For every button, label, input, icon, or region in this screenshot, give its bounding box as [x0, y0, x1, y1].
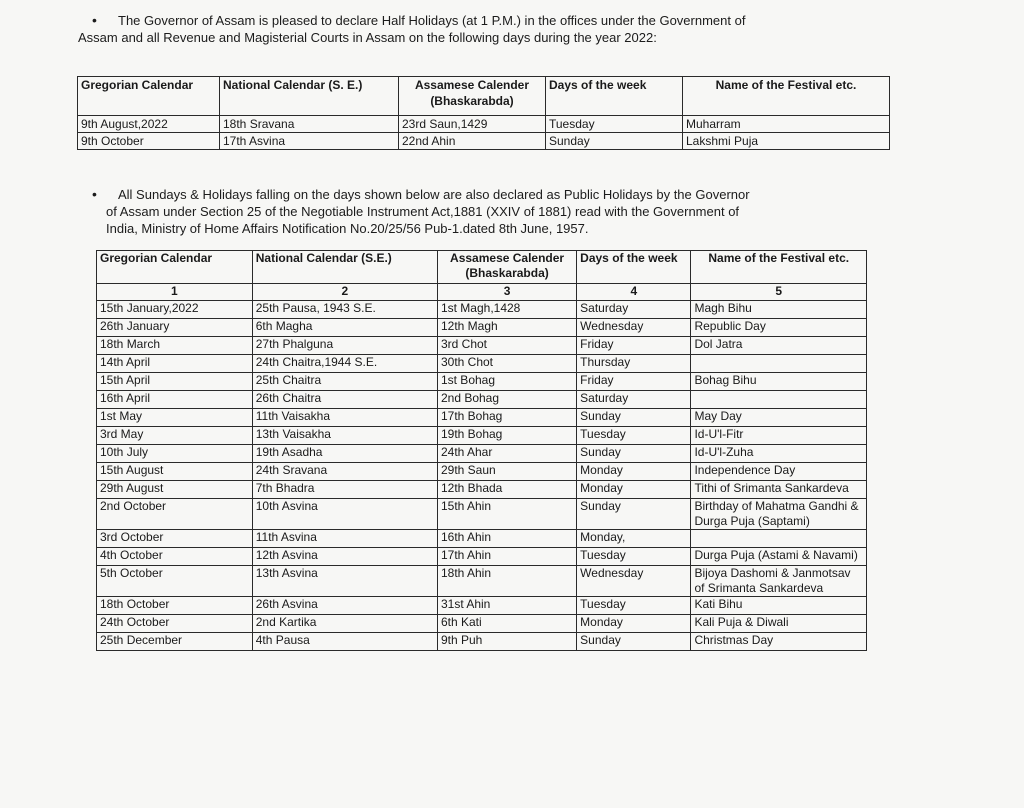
cell: 13th Vaisakha	[252, 427, 437, 445]
cell: 15th April	[97, 373, 253, 391]
header-gregorian: Gregorian Calendar	[78, 77, 220, 116]
table-row	[97, 391, 867, 409]
paragraph-line: All Sundays & Holidays falling on the days shown below are also declared as Public Holidays by the Governor	[118, 187, 750, 202]
cell: 27th Phalguna	[252, 337, 437, 355]
cell: Independence Day	[691, 463, 867, 481]
cell: 1st Bohag	[437, 373, 576, 391]
cell: 24th Ahar	[437, 445, 576, 463]
table-row	[97, 409, 867, 427]
cell: 18th Ahin	[437, 566, 576, 597]
header-festival: Name of the Festival etc.	[683, 77, 890, 116]
cell	[691, 391, 867, 409]
table-row	[97, 427, 867, 445]
table-row	[97, 301, 867, 319]
cell: Tuesday	[546, 116, 683, 133]
cell: 26th Asvina	[252, 597, 437, 615]
cell: Friday	[577, 373, 691, 391]
cell: 15th August	[97, 463, 253, 481]
cell: 12th Bhada	[437, 481, 576, 499]
column-number: 4	[577, 284, 691, 301]
cell: Lakshmi Puja	[683, 133, 890, 150]
cell: Kati Bihu	[691, 597, 867, 615]
cell: 7th Bhadra	[252, 481, 437, 499]
table-body	[97, 301, 867, 651]
cell	[691, 355, 867, 373]
cell: Muharram	[683, 116, 890, 133]
cell: Sunday	[577, 409, 691, 427]
cell: May Day	[691, 409, 867, 427]
cell: 2nd Kartika	[252, 615, 437, 633]
header-assamese: Assamese Calender (Bhaskarabda)	[437, 251, 576, 284]
bullet-icon: •	[92, 186, 97, 202]
cell: 15th Ahin	[437, 499, 576, 530]
header-national: National Calendar (S.E.)	[252, 251, 437, 284]
cell: 22nd Ahin	[399, 133, 546, 150]
cell: 26th Chaitra	[252, 391, 437, 409]
cell: 14th April	[97, 355, 253, 373]
cell: Sunday	[577, 445, 691, 463]
cell: 6th Magha	[252, 319, 437, 337]
cell: Bohag Bihu	[691, 373, 867, 391]
cell: 18th Sravana	[220, 116, 399, 133]
cell: 11th Asvina	[252, 530, 437, 548]
cell: Monday	[577, 481, 691, 499]
cell: 1st Magh,1428	[437, 301, 576, 319]
cell: Sunday	[546, 133, 683, 150]
cell: 2nd Bohag	[437, 391, 576, 409]
cell: Bijoya Dashomi & Janmotsav of Srimanta Sankardeva	[691, 566, 867, 597]
cell: Kali Puja & Diwali	[691, 615, 867, 633]
cell: Sunday	[577, 633, 691, 651]
bullet-icon: •	[92, 12, 97, 28]
table-header-row	[97, 251, 867, 284]
cell: 11th Vaisakha	[252, 409, 437, 427]
cell: 18th March	[97, 337, 253, 355]
cell: Sunday	[577, 499, 691, 530]
cell: 9th Puh	[437, 633, 576, 651]
cell: 24th Sravana	[252, 463, 437, 481]
cell: 17th Bohag	[437, 409, 576, 427]
cell: Wednesday	[577, 319, 691, 337]
cell: 2nd October	[97, 499, 253, 530]
cell: Friday	[577, 337, 691, 355]
header-day: Days of the week	[577, 251, 691, 284]
table-row	[97, 337, 867, 355]
header-national: National Calendar (S. E.)	[220, 77, 399, 116]
cell: 3rd October	[97, 530, 253, 548]
column-number-row	[97, 284, 867, 301]
cell: 26th January	[97, 319, 253, 337]
cell: Tuesday	[577, 548, 691, 566]
table-row	[78, 116, 890, 133]
paragraph-line: The Governor of Assam is pleased to declare Half Holidays (at 1 P.M.) in the offices under the Government of	[118, 13, 746, 28]
cell: Id-U'l-Fitr	[691, 427, 867, 445]
table-row	[97, 319, 867, 337]
cell: Durga Puja (Astami & Navami)	[691, 548, 867, 566]
cell: Magh Bihu	[691, 301, 867, 319]
public-holiday-paragraph	[92, 186, 908, 237]
cell: Monday,	[577, 530, 691, 548]
column-number: 3	[437, 284, 576, 301]
cell: Thursday	[577, 355, 691, 373]
table-row	[97, 445, 867, 463]
cell: 4th October	[97, 548, 253, 566]
cell: Id-U'l-Zuha	[691, 445, 867, 463]
cell: 25th Pausa, 1943 S.E.	[252, 301, 437, 319]
cell: 25th December	[97, 633, 253, 651]
table-row	[97, 597, 867, 615]
cell: 24th October	[97, 615, 253, 633]
paragraph-line: Assam and all Revenue and Magisterial Courts in Assam on the following days during the year 2022:	[78, 30, 657, 45]
cell: Tithi of Srimanta Sankardeva	[691, 481, 867, 499]
cell: 9th October	[78, 133, 220, 150]
cell: Birthday of Mahatma Gandhi & Durga Puja (Saptami)	[691, 499, 867, 530]
cell: 1st May	[97, 409, 253, 427]
table-row	[97, 566, 867, 597]
table-row	[97, 548, 867, 566]
cell: Wednesday	[577, 566, 691, 597]
table-row	[97, 355, 867, 373]
cell: 3rd Chot	[437, 337, 576, 355]
cell: 10th Asvina	[252, 499, 437, 530]
cell: 3rd May	[97, 427, 253, 445]
cell: 16th Ahin	[437, 530, 576, 548]
cell: 13th Asvina	[252, 566, 437, 597]
half-holiday-paragraph	[78, 12, 898, 46]
cell: 29th August	[97, 481, 253, 499]
cell: Monday	[577, 615, 691, 633]
header-assamese: Assamese Calender (Bhaskarabda)	[399, 77, 546, 116]
column-number: 2	[252, 284, 437, 301]
cell: Monday	[577, 463, 691, 481]
cell: 5th October	[97, 566, 253, 597]
table-row	[97, 530, 867, 548]
cell: 19th Bohag	[437, 427, 576, 445]
paragraph-line: India, Ministry of Home Affairs Notification No.20/25/56 Pub-1.dated 8th June, 1957.	[106, 221, 589, 236]
table-row	[97, 633, 867, 651]
cell: 12th Asvina	[252, 548, 437, 566]
cell: 25th Chaitra	[252, 373, 437, 391]
paragraph-line: of Assam under Section 25 of the Negotiable Instrument Act,1881 (XXIV of 1881) read with the Government of	[106, 204, 740, 219]
cell: Dol Jatra	[691, 337, 867, 355]
cell: 12th Magh	[437, 319, 576, 337]
cell: 9th August,2022	[78, 116, 220, 133]
column-number: 5	[691, 284, 867, 301]
cell: Tuesday	[577, 597, 691, 615]
cell: Republic Day	[691, 319, 867, 337]
half-holidays-table	[77, 76, 890, 150]
cell: 30th Chot	[437, 355, 576, 373]
header-festival: Name of the Festival etc.	[691, 251, 867, 284]
table-row	[78, 133, 890, 150]
column-number: 1	[97, 284, 253, 301]
cell: 16th April	[97, 391, 253, 409]
cell: 19th Asadha	[252, 445, 437, 463]
cell: 29th Saun	[437, 463, 576, 481]
table-row	[97, 499, 867, 530]
cell: Saturday	[577, 391, 691, 409]
cell: 18th October	[97, 597, 253, 615]
cell: 31st Ahin	[437, 597, 576, 615]
cell	[691, 530, 867, 548]
table-row	[97, 463, 867, 481]
cell: 23rd Saun,1429	[399, 116, 546, 133]
cell: 6th Kati	[437, 615, 576, 633]
table-row	[97, 373, 867, 391]
cell: 4th Pausa	[252, 633, 437, 651]
table-row	[97, 481, 867, 499]
cell: 17th Asvina	[220, 133, 399, 150]
cell: 17th Ahin	[437, 548, 576, 566]
public-holidays-table	[96, 250, 867, 651]
table-header-row	[78, 77, 890, 116]
cell: 15th January,2022	[97, 301, 253, 319]
cell: Christmas Day	[691, 633, 867, 651]
header-gregorian: Gregorian Calendar	[97, 251, 253, 284]
header-day: Days of the week	[546, 77, 683, 116]
cell: 24th Chaitra,1944 S.E.	[252, 355, 437, 373]
cell: Saturday	[577, 301, 691, 319]
cell: 10th July	[97, 445, 253, 463]
table-row	[97, 615, 867, 633]
cell: Tuesday	[577, 427, 691, 445]
